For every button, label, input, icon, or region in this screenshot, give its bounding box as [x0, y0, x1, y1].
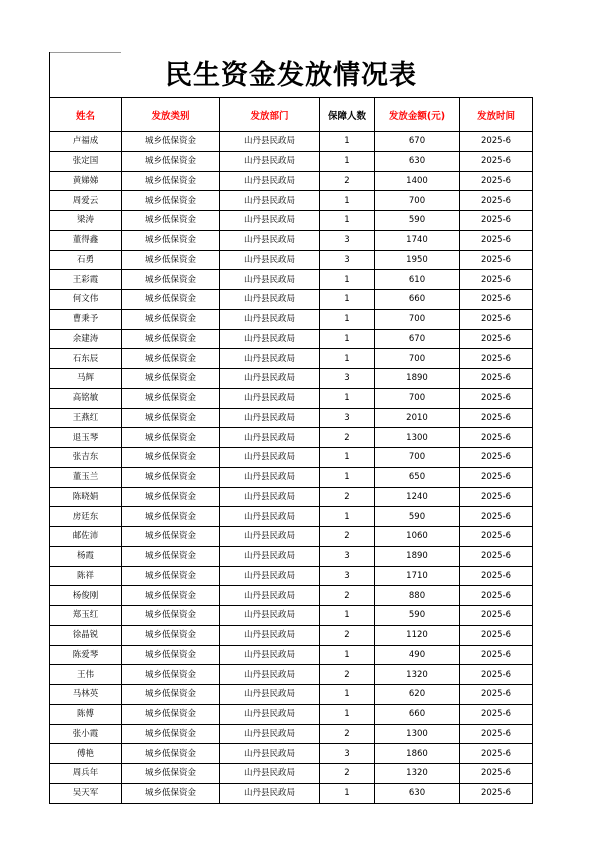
- cell-time: 2025-6: [460, 270, 533, 290]
- cell-category: 城乡低保资金: [122, 428, 220, 448]
- table-row: [50, 606, 533, 626]
- cell-department: 山丹县民政局: [220, 250, 320, 270]
- table-row: [50, 191, 533, 211]
- cell-name: 郑玉红: [50, 606, 122, 626]
- cell-amount: 670: [375, 329, 460, 349]
- table-row: [50, 744, 533, 764]
- cell-category: 城乡低保资金: [122, 704, 220, 724]
- cell-name: 陈晓娟: [50, 487, 122, 507]
- cell-name: 马辉: [50, 369, 122, 389]
- cell-amount: 700: [375, 349, 460, 369]
- cell-amount: 700: [375, 448, 460, 468]
- cell-name: 石勇: [50, 250, 122, 270]
- cell-time: 2025-6: [460, 191, 533, 211]
- data-table: [49, 97, 533, 804]
- cell-name: 周兵年: [50, 764, 122, 784]
- table-row: [50, 329, 533, 349]
- cell-name: 石东辰: [50, 349, 122, 369]
- cell-people: 1: [320, 191, 375, 211]
- cell-category: 城乡低保资金: [122, 191, 220, 211]
- cell-time: 2025-6: [460, 230, 533, 250]
- cell-name: 梁涛: [50, 211, 122, 231]
- cell-department: 山丹县民政局: [220, 566, 320, 586]
- page-title: 民生资金发放情况表: [165, 60, 417, 91]
- cell-name: 杨霞: [50, 546, 122, 566]
- cell-amount: 670: [375, 132, 460, 152]
- cell-name: 徐晶锐: [50, 625, 122, 645]
- cell-people: 1: [320, 211, 375, 231]
- cell-name: 曹秉予: [50, 309, 122, 329]
- cell-people: 2: [320, 665, 375, 685]
- table-row: [50, 645, 533, 665]
- cell-name: 杨俊刚: [50, 586, 122, 606]
- cell-people: 1: [320, 783, 375, 803]
- cell-time: 2025-6: [460, 467, 533, 487]
- cell-amount: 1060: [375, 527, 460, 547]
- cell-time: 2025-6: [460, 665, 533, 685]
- cell-name: 张小霞: [50, 724, 122, 744]
- cell-category: 城乡低保资金: [122, 388, 220, 408]
- cell-name: 马林英: [50, 685, 122, 705]
- cell-amount: 1320: [375, 665, 460, 685]
- cell-department: 山丹县民政局: [220, 467, 320, 487]
- cell-department: 山丹县民政局: [220, 507, 320, 527]
- cell-category: 城乡低保资金: [122, 744, 220, 764]
- table-body: [50, 132, 533, 804]
- table-row: [50, 250, 533, 270]
- cell-department: 山丹县民政局: [220, 132, 320, 152]
- cell-department: 山丹县民政局: [220, 151, 320, 171]
- cell-people: 2: [320, 625, 375, 645]
- table-row: [50, 487, 533, 507]
- cell-department: 山丹县民政局: [220, 408, 320, 428]
- cell-name: 张定国: [50, 151, 122, 171]
- cell-name: 陈爱琴: [50, 645, 122, 665]
- cell-name: 退玉琴: [50, 428, 122, 448]
- cell-name: 周爱云: [50, 191, 122, 211]
- cell-category: 城乡低保资金: [122, 685, 220, 705]
- cell-category: 城乡低保资金: [122, 724, 220, 744]
- cell-time: 2025-6: [460, 428, 533, 448]
- cell-name: 陈傅: [50, 704, 122, 724]
- cell-amount: 1300: [375, 428, 460, 448]
- cell-department: 山丹县民政局: [220, 270, 320, 290]
- cell-time: 2025-6: [460, 625, 533, 645]
- cell-name: 卢福成: [50, 132, 122, 152]
- cell-category: 城乡低保资金: [122, 211, 220, 231]
- cell-department: 山丹县民政局: [220, 211, 320, 231]
- cell-time: 2025-6: [460, 764, 533, 784]
- cell-department: 山丹县民政局: [220, 625, 320, 645]
- cell-time: 2025-6: [460, 132, 533, 152]
- table-row: [50, 685, 533, 705]
- cell-category: 城乡低保资金: [122, 764, 220, 784]
- cell-category: 城乡低保资金: [122, 408, 220, 428]
- cell-amount: 2010: [375, 408, 460, 428]
- cell-time: 2025-6: [460, 349, 533, 369]
- cell-amount: 1740: [375, 230, 460, 250]
- cell-time: 2025-6: [460, 606, 533, 626]
- cell-department: 山丹县民政局: [220, 448, 320, 468]
- cell-people: 2: [320, 586, 375, 606]
- table-row: [50, 369, 533, 389]
- table-row: [50, 448, 533, 468]
- cell-department: 山丹县民政局: [220, 527, 320, 547]
- cell-category: 城乡低保资金: [122, 566, 220, 586]
- cell-amount: 1400: [375, 171, 460, 191]
- header-people: 保障人数: [320, 98, 375, 132]
- cell-department: 山丹县民政局: [220, 191, 320, 211]
- cell-name: 董玉兰: [50, 467, 122, 487]
- cell-time: 2025-6: [460, 645, 533, 665]
- cell-time: 2025-6: [460, 724, 533, 744]
- cell-people: 3: [320, 546, 375, 566]
- header-time: 发放时间: [460, 98, 533, 132]
- header-amount: 发放金额(元): [375, 98, 460, 132]
- cell-category: 城乡低保资金: [122, 132, 220, 152]
- table-row: [50, 704, 533, 724]
- cell-department: 山丹县民政局: [220, 606, 320, 626]
- cell-time: 2025-6: [460, 744, 533, 764]
- cell-department: 山丹县民政局: [220, 487, 320, 507]
- cell-amount: 590: [375, 507, 460, 527]
- cell-people: 3: [320, 250, 375, 270]
- cell-people: 2: [320, 764, 375, 784]
- cell-time: 2025-6: [460, 250, 533, 270]
- cell-people: 2: [320, 487, 375, 507]
- cell-time: 2025-6: [460, 388, 533, 408]
- table-row: [50, 428, 533, 448]
- cell-category: 城乡低保资金: [122, 171, 220, 191]
- cell-amount: 1860: [375, 744, 460, 764]
- cell-people: 1: [320, 467, 375, 487]
- cell-people: 1: [320, 507, 375, 527]
- cell-department: 山丹县民政局: [220, 645, 320, 665]
- cell-department: 山丹县民政局: [220, 764, 320, 784]
- cell-people: 3: [320, 230, 375, 250]
- cell-time: 2025-6: [460, 704, 533, 724]
- cell-department: 山丹县民政局: [220, 369, 320, 389]
- cell-amount: 630: [375, 151, 460, 171]
- table-row: [50, 507, 533, 527]
- cell-people: 1: [320, 448, 375, 468]
- cell-time: 2025-6: [460, 685, 533, 705]
- cell-department: 山丹县民政局: [220, 783, 320, 803]
- cell-time: 2025-6: [460, 527, 533, 547]
- cell-category: 城乡低保资金: [122, 783, 220, 803]
- cell-people: 2: [320, 724, 375, 744]
- cell-category: 城乡低保资金: [122, 507, 220, 527]
- cell-people: 1: [320, 704, 375, 724]
- cell-amount: 1710: [375, 566, 460, 586]
- table-row: [50, 783, 533, 803]
- cell-category: 城乡低保资金: [122, 349, 220, 369]
- table-row: [50, 211, 533, 231]
- cell-category: 城乡低保资金: [122, 645, 220, 665]
- cell-category: 城乡低保资金: [122, 665, 220, 685]
- table-row: [50, 764, 533, 784]
- cell-name: 傅艳: [50, 744, 122, 764]
- cell-time: 2025-6: [460, 290, 533, 310]
- cell-department: 山丹县民政局: [220, 704, 320, 724]
- cell-category: 城乡低保资金: [122, 329, 220, 349]
- cell-name: 陈祥: [50, 566, 122, 586]
- cell-time: 2025-6: [460, 487, 533, 507]
- cell-department: 山丹县民政局: [220, 329, 320, 349]
- cell-time: 2025-6: [460, 211, 533, 231]
- cell-department: 山丹县民政局: [220, 744, 320, 764]
- cell-department: 山丹县民政局: [220, 586, 320, 606]
- cell-time: 2025-6: [460, 408, 533, 428]
- table-row: [50, 270, 533, 290]
- cell-time: 2025-6: [460, 369, 533, 389]
- cell-name: 邮佐沛: [50, 527, 122, 547]
- cell-department: 山丹县民政局: [220, 428, 320, 448]
- cell-category: 城乡低保资金: [122, 448, 220, 468]
- cell-department: 山丹县民政局: [220, 290, 320, 310]
- cell-amount: 700: [375, 309, 460, 329]
- cell-people: 1: [320, 349, 375, 369]
- cell-time: 2025-6: [460, 507, 533, 527]
- cell-people: 1: [320, 388, 375, 408]
- cell-people: 1: [320, 309, 375, 329]
- cell-name: 房廷东: [50, 507, 122, 527]
- cell-amount: 1890: [375, 369, 460, 389]
- cell-time: 2025-6: [460, 448, 533, 468]
- header-category: 发放类别: [122, 98, 220, 132]
- cell-people: 1: [320, 329, 375, 349]
- table-row: [50, 230, 533, 250]
- cell-amount: 1890: [375, 546, 460, 566]
- cell-category: 城乡低保资金: [122, 290, 220, 310]
- table-row: [50, 724, 533, 744]
- table-row: [50, 349, 533, 369]
- cell-category: 城乡低保资金: [122, 606, 220, 626]
- cell-people: 1: [320, 270, 375, 290]
- cell-amount: 1120: [375, 625, 460, 645]
- cell-category: 城乡低保资金: [122, 309, 220, 329]
- cell-people: 3: [320, 566, 375, 586]
- cell-category: 城乡低保资金: [122, 250, 220, 270]
- cell-department: 山丹县民政局: [220, 349, 320, 369]
- cell-name: 黄娣娣: [50, 171, 122, 191]
- cell-category: 城乡低保资金: [122, 230, 220, 250]
- header-name: 姓名: [50, 98, 122, 132]
- cell-amount: 650: [375, 467, 460, 487]
- cell-amount: 660: [375, 290, 460, 310]
- cell-amount: 630: [375, 783, 460, 803]
- cell-department: 山丹县民政局: [220, 171, 320, 191]
- table-row: [50, 309, 533, 329]
- table-row: [50, 467, 533, 487]
- cell-people: 1: [320, 606, 375, 626]
- table-row: [50, 132, 533, 152]
- cell-people: 3: [320, 408, 375, 428]
- title-row: [49, 52, 532, 97]
- cell-name: 张吉东: [50, 448, 122, 468]
- cell-amount: 1240: [375, 487, 460, 507]
- cell-department: 山丹县民政局: [220, 388, 320, 408]
- cell-name: 吴天军: [50, 783, 122, 803]
- cell-people: 1: [320, 132, 375, 152]
- cell-department: 山丹县民政局: [220, 724, 320, 744]
- table-row: [50, 527, 533, 547]
- cell-people: 1: [320, 290, 375, 310]
- cell-time: 2025-6: [460, 566, 533, 586]
- table-row: [50, 408, 533, 428]
- cell-people: 2: [320, 428, 375, 448]
- cell-amount: 700: [375, 388, 460, 408]
- cell-time: 2025-6: [460, 309, 533, 329]
- cell-people: 1: [320, 151, 375, 171]
- cell-amount: 1950: [375, 250, 460, 270]
- table-row: [50, 665, 533, 685]
- cell-time: 2025-6: [460, 151, 533, 171]
- cell-category: 城乡低保资金: [122, 527, 220, 547]
- table-row: [50, 171, 533, 191]
- cell-name: 何文伟: [50, 290, 122, 310]
- cell-people: 1: [320, 685, 375, 705]
- cell-department: 山丹县民政局: [220, 685, 320, 705]
- cell-name: 王彩霞: [50, 270, 122, 290]
- cell-people: 3: [320, 369, 375, 389]
- table-row: [50, 586, 533, 606]
- cell-time: 2025-6: [460, 783, 533, 803]
- cell-people: 2: [320, 527, 375, 547]
- cell-amount: 700: [375, 191, 460, 211]
- cell-people: 2: [320, 171, 375, 191]
- cell-department: 山丹县民政局: [220, 546, 320, 566]
- cell-time: 2025-6: [460, 171, 533, 191]
- cell-people: 1: [320, 645, 375, 665]
- table-row: [50, 566, 533, 586]
- cell-amount: 610: [375, 270, 460, 290]
- cell-name: 董得鑫: [50, 230, 122, 250]
- cell-amount: 590: [375, 606, 460, 626]
- cell-amount: 1320: [375, 764, 460, 784]
- cell-category: 城乡低保资金: [122, 467, 220, 487]
- cell-department: 山丹县民政局: [220, 309, 320, 329]
- cell-department: 山丹县民政局: [220, 230, 320, 250]
- cell-category: 城乡低保资金: [122, 151, 220, 171]
- header-department: 发放部门: [220, 98, 320, 132]
- cell-name: 余建涛: [50, 329, 122, 349]
- cell-people: 3: [320, 744, 375, 764]
- cell-amount: 660: [375, 704, 460, 724]
- cell-name: 王燕红: [50, 408, 122, 428]
- cell-department: 山丹县民政局: [220, 665, 320, 685]
- cell-time: 2025-6: [460, 546, 533, 566]
- cell-time: 2025-6: [460, 329, 533, 349]
- table-row: [50, 290, 533, 310]
- table-row: [50, 151, 533, 171]
- cell-time: 2025-6: [460, 586, 533, 606]
- table-row: [50, 388, 533, 408]
- cell-category: 城乡低保资金: [122, 546, 220, 566]
- cell-category: 城乡低保资金: [122, 270, 220, 290]
- cell-amount: 490: [375, 645, 460, 665]
- cell-amount: 620: [375, 685, 460, 705]
- cell-name: 高铭敏: [50, 388, 122, 408]
- cell-category: 城乡低保资金: [122, 586, 220, 606]
- cell-amount: 1300: [375, 724, 460, 744]
- cell-amount: 590: [375, 211, 460, 231]
- cell-category: 城乡低保资金: [122, 487, 220, 507]
- cell-amount: 880: [375, 586, 460, 606]
- table-row: [50, 546, 533, 566]
- cell-name: 王伟: [50, 665, 122, 685]
- cell-category: 城乡低保资金: [122, 369, 220, 389]
- table-row: [50, 625, 533, 645]
- header-row: [50, 98, 533, 132]
- cell-category: 城乡低保资金: [122, 625, 220, 645]
